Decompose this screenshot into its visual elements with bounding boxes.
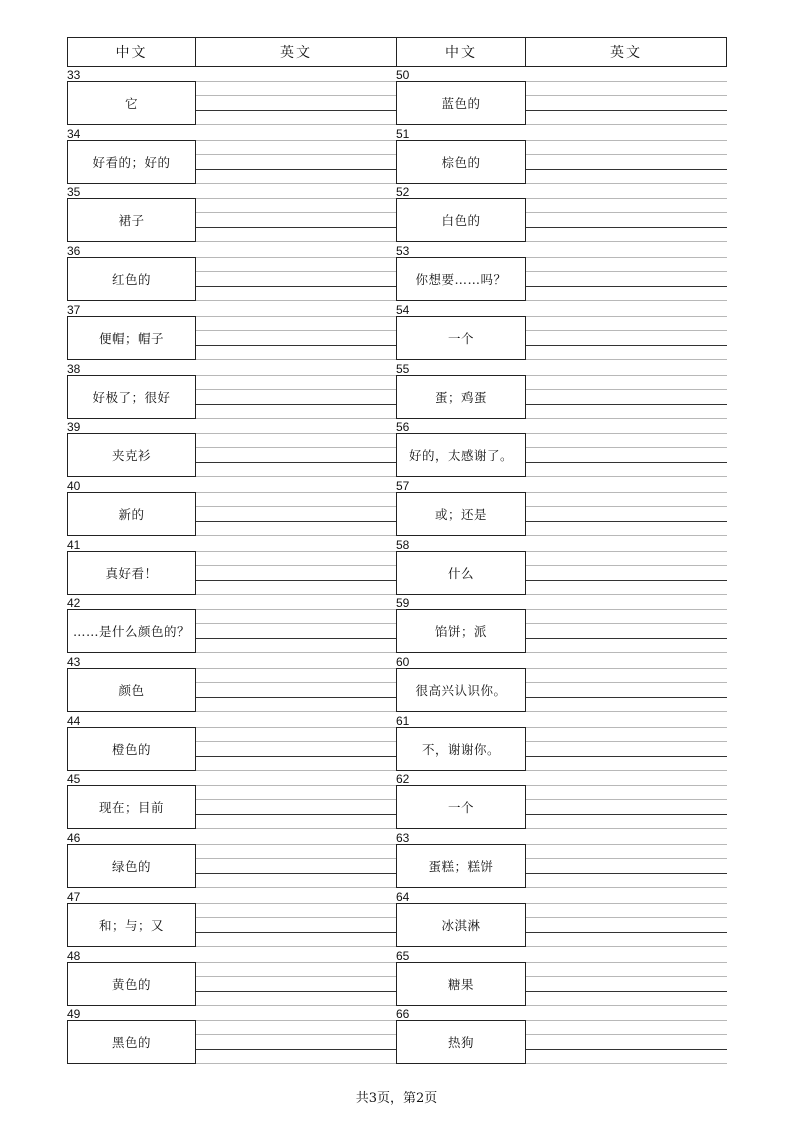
writing-guideline (196, 140, 397, 141)
writing-guideline (196, 565, 397, 566)
writing-guideline (196, 741, 397, 742)
english-writing-lines[interactable] (196, 140, 397, 184)
writing-guideline (526, 257, 727, 258)
chinese-term-cell: 蓝色的 (396, 81, 526, 125)
writing-guideline (526, 183, 727, 184)
writing-guideline (526, 447, 727, 448)
chinese-term-cell: 蛋；鸡蛋 (396, 375, 526, 419)
writing-guideline (526, 565, 727, 566)
english-writing-lines[interactable] (196, 433, 397, 477)
writing-guideline (196, 727, 397, 728)
writing-baseline (196, 991, 397, 992)
item-number: 66 (396, 1007, 410, 1021)
item-number: 43 (67, 655, 81, 669)
writing-guideline (196, 682, 397, 683)
chinese-term-cell: 裙子 (67, 198, 196, 242)
writing-guideline (196, 799, 397, 800)
item-number: 48 (67, 949, 81, 963)
english-writing-lines[interactable] (526, 668, 727, 712)
writing-guideline (196, 903, 397, 904)
english-writing-lines[interactable] (526, 1020, 727, 1064)
writing-guideline (196, 359, 397, 360)
item-number: 40 (67, 479, 81, 493)
writing-guideline (526, 652, 727, 653)
writing-guideline (526, 844, 727, 845)
writing-guideline (196, 858, 397, 859)
writing-guideline (526, 95, 727, 96)
writing-guideline (526, 887, 727, 888)
chinese-term-cell: 黄色的 (67, 962, 196, 1006)
writing-baseline (526, 286, 727, 287)
item-number: 46 (67, 831, 81, 845)
writing-guideline (526, 1034, 727, 1035)
writing-guideline (196, 609, 397, 610)
writing-guideline (526, 551, 727, 552)
writing-baseline (526, 169, 727, 170)
item-number: 38 (67, 362, 81, 376)
item-number: 49 (67, 1007, 81, 1021)
english-writing-lines[interactable] (526, 492, 727, 536)
writing-guideline (526, 858, 727, 859)
item-number: 35 (67, 185, 81, 199)
chinese-term-cell: 橙色的 (67, 727, 196, 771)
writing-guideline (196, 316, 397, 317)
chinese-term-cell: 绿色的 (67, 844, 196, 888)
writing-guideline (526, 140, 727, 141)
writing-guideline (526, 727, 727, 728)
writing-baseline (526, 580, 727, 581)
english-writing-lines[interactable] (196, 316, 397, 360)
writing-guideline (196, 594, 397, 595)
writing-baseline (526, 932, 727, 933)
writing-guideline (196, 652, 397, 653)
writing-guideline (196, 476, 397, 477)
writing-baseline (196, 462, 397, 463)
writing-guideline (526, 623, 727, 624)
item-number: 36 (67, 244, 81, 258)
english-writing-lines[interactable] (526, 257, 727, 301)
english-writing-lines[interactable] (196, 785, 397, 829)
chinese-term-cell: 便帽；帽子 (67, 316, 196, 360)
writing-guideline (196, 711, 397, 712)
chinese-term-cell: 黑色的 (67, 1020, 196, 1064)
writing-guideline (526, 682, 727, 683)
chinese-term-cell: 棕色的 (396, 140, 526, 184)
chinese-term-cell: 夹克衫 (67, 433, 196, 477)
chinese-term-cell: 新的 (67, 492, 196, 536)
chinese-term-cell: 你想要……吗？ (396, 257, 526, 301)
chinese-term-cell: 它 (67, 81, 196, 125)
english-writing-lines[interactable] (196, 668, 397, 712)
writing-baseline (526, 873, 727, 874)
writing-baseline (526, 638, 727, 639)
writing-guideline (526, 212, 727, 213)
item-number: 52 (396, 185, 410, 199)
writing-baseline (526, 404, 727, 405)
writing-guideline (196, 1020, 397, 1021)
writing-guideline (526, 492, 727, 493)
writing-guideline (196, 300, 397, 301)
chinese-term-cell: 现在；目前 (67, 785, 196, 829)
writing-guideline (196, 271, 397, 272)
item-number: 60 (396, 655, 410, 669)
writing-guideline (526, 389, 727, 390)
writing-guideline (196, 770, 397, 771)
writing-guideline (526, 1005, 727, 1006)
writing-guideline (196, 212, 397, 213)
writing-baseline (526, 462, 727, 463)
writing-guideline (526, 594, 727, 595)
writing-guideline (196, 154, 397, 155)
writing-guideline (526, 770, 727, 771)
writing-guideline (196, 389, 397, 390)
writing-guideline (196, 828, 397, 829)
english-writing-lines[interactable] (526, 140, 727, 184)
chinese-term-cell: 糖果 (396, 962, 526, 1006)
english-writing-lines[interactable] (526, 962, 727, 1006)
writing-baseline (526, 756, 727, 757)
item-number: 47 (67, 890, 81, 904)
writing-guideline (526, 668, 727, 669)
item-number: 56 (396, 420, 410, 434)
header-english-left: 英文 (195, 37, 397, 67)
writing-baseline (526, 521, 727, 522)
english-writing-lines[interactable] (526, 903, 727, 947)
writing-baseline (196, 169, 397, 170)
writing-baseline (196, 521, 397, 522)
chinese-term-cell: 和；与；又 (67, 903, 196, 947)
item-number: 59 (396, 596, 410, 610)
writing-guideline (526, 476, 727, 477)
chinese-term-cell: 热狗 (396, 1020, 526, 1064)
writing-guideline (526, 506, 727, 507)
chinese-term-cell: 不，谢谢你。 (396, 727, 526, 771)
writing-guideline (526, 946, 727, 947)
english-writing-lines[interactable] (196, 903, 397, 947)
item-number: 33 (67, 68, 81, 82)
writing-guideline (196, 447, 397, 448)
writing-guideline (526, 962, 727, 963)
writing-guideline (196, 785, 397, 786)
writing-guideline (196, 887, 397, 888)
writing-baseline (526, 345, 727, 346)
writing-guideline (196, 183, 397, 184)
writing-baseline (196, 697, 397, 698)
writing-guideline (196, 241, 397, 242)
writing-guideline (526, 1063, 727, 1064)
english-writing-lines[interactable] (196, 727, 397, 771)
chinese-term-cell: 好看的；好的 (67, 140, 196, 184)
item-number: 53 (396, 244, 410, 258)
chinese-term-cell: 一个 (396, 785, 526, 829)
english-writing-lines[interactable] (196, 375, 397, 419)
item-number: 58 (396, 538, 410, 552)
writing-baseline (196, 756, 397, 757)
english-writing-lines[interactable] (196, 609, 397, 653)
item-number: 50 (396, 68, 410, 82)
writing-baseline (196, 286, 397, 287)
chinese-term-cell: 好极了；很好 (67, 375, 196, 419)
chinese-term-cell: 很高兴认识你。 (396, 668, 526, 712)
writing-guideline (196, 81, 397, 82)
item-number: 45 (67, 772, 81, 786)
writing-guideline (196, 668, 397, 669)
writing-guideline (526, 124, 727, 125)
writing-baseline (196, 227, 397, 228)
writing-baseline (196, 932, 397, 933)
writing-guideline (526, 418, 727, 419)
writing-guideline (196, 330, 397, 331)
item-number: 54 (396, 303, 410, 317)
item-number: 63 (396, 831, 410, 845)
item-number: 61 (396, 714, 410, 728)
writing-guideline (196, 1034, 397, 1035)
english-writing-lines[interactable] (526, 198, 727, 242)
writing-guideline (526, 154, 727, 155)
writing-guideline (526, 316, 727, 317)
chinese-term-cell: 蛋糕；糕饼 (396, 844, 526, 888)
writing-guideline (526, 375, 727, 376)
chinese-term-cell: 颜色 (67, 668, 196, 712)
writing-guideline (196, 124, 397, 125)
writing-baseline (196, 110, 397, 111)
english-writing-lines[interactable] (196, 844, 397, 888)
item-number: 39 (67, 420, 81, 434)
writing-baseline (196, 638, 397, 639)
chinese-term-cell: 真好看！ (67, 551, 196, 595)
writing-baseline (196, 1049, 397, 1050)
chinese-term-cell: 好的，太感谢了。 (396, 433, 526, 477)
writing-guideline (526, 198, 727, 199)
writing-baseline (196, 873, 397, 874)
writing-guideline (196, 506, 397, 507)
writing-guideline (196, 95, 397, 96)
chinese-term-cell: 或；还是 (396, 492, 526, 536)
writing-guideline (196, 623, 397, 624)
english-writing-lines[interactable] (196, 492, 397, 536)
english-writing-lines[interactable] (196, 257, 397, 301)
writing-baseline (526, 697, 727, 698)
writing-guideline (196, 917, 397, 918)
chinese-term-cell: 什么 (396, 551, 526, 595)
item-number: 42 (67, 596, 81, 610)
chinese-term-cell: 一个 (396, 316, 526, 360)
writing-baseline (196, 404, 397, 405)
item-number: 34 (67, 127, 81, 141)
english-writing-lines[interactable] (526, 551, 727, 595)
writing-baseline (526, 1049, 727, 1050)
writing-guideline (196, 1005, 397, 1006)
item-number: 41 (67, 538, 81, 552)
english-writing-lines[interactable] (526, 81, 727, 125)
english-writing-lines[interactable] (526, 785, 727, 829)
item-number: 57 (396, 479, 410, 493)
writing-guideline (526, 330, 727, 331)
english-writing-lines[interactable] (196, 1020, 397, 1064)
writing-guideline (196, 418, 397, 419)
writing-guideline (526, 359, 727, 360)
chinese-term-cell: 馅饼；派 (396, 609, 526, 653)
writing-guideline (526, 271, 727, 272)
writing-guideline (526, 917, 727, 918)
writing-guideline (196, 375, 397, 376)
item-number: 44 (67, 714, 81, 728)
writing-guideline (196, 257, 397, 258)
writing-guideline (526, 81, 727, 82)
english-writing-lines[interactable] (526, 433, 727, 477)
writing-guideline (526, 711, 727, 712)
writing-guideline (526, 828, 727, 829)
writing-guideline (196, 962, 397, 963)
writing-guideline (196, 976, 397, 977)
writing-guideline (196, 198, 397, 199)
chinese-term-cell: 红色的 (67, 257, 196, 301)
writing-guideline (526, 1020, 727, 1021)
writing-guideline (196, 946, 397, 947)
writing-guideline (526, 741, 727, 742)
english-writing-lines[interactable] (526, 727, 727, 771)
writing-guideline (526, 903, 727, 904)
writing-guideline (526, 433, 727, 434)
writing-guideline (196, 551, 397, 552)
writing-baseline (526, 227, 727, 228)
english-writing-lines[interactable] (196, 81, 397, 125)
chinese-term-cell: 冰淇淋 (396, 903, 526, 947)
chinese-term-cell: 白色的 (396, 198, 526, 242)
english-writing-lines[interactable] (196, 551, 397, 595)
english-writing-lines[interactable] (196, 962, 397, 1006)
item-number: 55 (396, 362, 410, 376)
writing-guideline (526, 241, 727, 242)
writing-guideline (526, 300, 727, 301)
english-writing-lines[interactable] (196, 198, 397, 242)
english-writing-lines[interactable] (526, 316, 727, 360)
writing-baseline (526, 110, 727, 111)
item-number: 37 (67, 303, 81, 317)
writing-guideline (526, 535, 727, 536)
english-writing-lines[interactable] (526, 609, 727, 653)
english-writing-lines[interactable] (526, 375, 727, 419)
page-footer: 共3页，第2页 (355, 1091, 438, 1106)
header-chinese-left: 中文 (67, 37, 196, 67)
writing-guideline (196, 433, 397, 434)
item-number: 51 (396, 127, 410, 141)
writing-baseline (526, 814, 727, 815)
header-english-right: 英文 (525, 37, 727, 67)
writing-baseline (196, 345, 397, 346)
writing-guideline (526, 785, 727, 786)
english-writing-lines[interactable] (526, 844, 727, 888)
writing-baseline (196, 814, 397, 815)
header-chinese-right: 中文 (396, 37, 526, 67)
writing-guideline (196, 535, 397, 536)
writing-baseline (526, 991, 727, 992)
item-number: 65 (396, 949, 410, 963)
writing-guideline (196, 492, 397, 493)
item-number: 64 (396, 890, 410, 904)
writing-guideline (526, 609, 727, 610)
writing-guideline (526, 976, 727, 977)
chinese-term-cell: ……是什么颜色的？ (67, 609, 196, 653)
writing-guideline (196, 844, 397, 845)
item-number: 62 (396, 772, 410, 786)
writing-guideline (196, 1063, 397, 1064)
writing-baseline (196, 580, 397, 581)
writing-guideline (526, 799, 727, 800)
